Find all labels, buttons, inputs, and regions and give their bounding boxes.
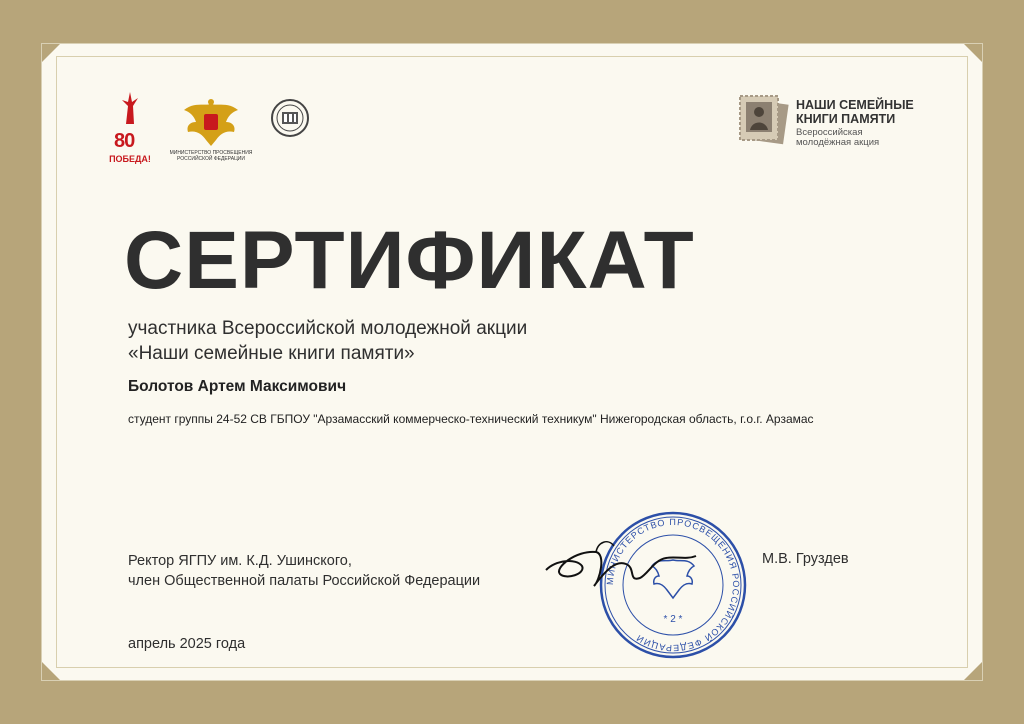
double-eagle-icon xyxy=(168,96,254,148)
ministry-caption-line: МИНИСТЕРСТВО ПРОСВЕЩЕНИЯ xyxy=(169,150,253,156)
signer-role-line: член Общественной палаты Российской Федерации xyxy=(128,573,481,589)
issue-date: апрель 2025 года xyxy=(128,636,246,652)
family-books-brand xyxy=(736,92,936,156)
university-emblem xyxy=(270,98,310,138)
signer-name: М.В. Груздев xyxy=(762,551,849,567)
recipient-details: студент группы 24-52 СВ ГБПОУ "Арзамасский коммерческо-технический техникум" Нижегородская область, г.о.г. Арзамас xyxy=(128,412,814,426)
ministry-caption xyxy=(168,150,254,162)
victory-text: ПОБЕДА! xyxy=(109,154,151,164)
certificate-sheet xyxy=(42,44,982,680)
signer-role xyxy=(128,551,480,591)
stamp-outer-text: МИНИСТЕРСТВО ПРОСВЕЩЕНИЯ РОССИЙСКОЙ ФЕДЕРАЦИИ xyxy=(604,516,742,654)
signer-role-line: Ректор ЯГПУ им. К.Д. Ушинского, xyxy=(128,553,352,569)
certificate-heading: СЕРТИФИКАТ xyxy=(124,215,695,306)
certificate-subtitle xyxy=(128,316,527,366)
postage-stamp-icon xyxy=(736,92,792,148)
stamp-center-mark: * 2 * xyxy=(663,614,683,625)
brand-subtitle xyxy=(796,128,936,148)
brand-title-line: КНИГИ ПАМЯТИ xyxy=(796,112,896,126)
ministry-caption-line: РОССИЙСКОЙ ФЕДЕРАЦИИ xyxy=(177,156,245,162)
university-seal-icon xyxy=(270,98,310,138)
recipient-name: Болотов Артем Максимович xyxy=(128,378,347,395)
brand-title-line: НАШИ СЕМЕЙНЫЕ xyxy=(796,98,914,112)
victory-number: 80 xyxy=(114,130,135,152)
ministry-logo xyxy=(168,96,254,166)
handwritten-signature xyxy=(536,530,706,600)
brand-subtitle-line: Всероссийская xyxy=(796,127,863,138)
victory-80-logo xyxy=(108,90,152,164)
brand-subtitle-line: молодёжная акция xyxy=(796,137,880,148)
monument-icon xyxy=(108,90,152,134)
subtitle-line: участника Всероссийской молодежной акции xyxy=(128,318,528,339)
subtitle-line: «Наши семейные книги памяти» xyxy=(128,343,415,364)
brand-title xyxy=(796,98,936,126)
